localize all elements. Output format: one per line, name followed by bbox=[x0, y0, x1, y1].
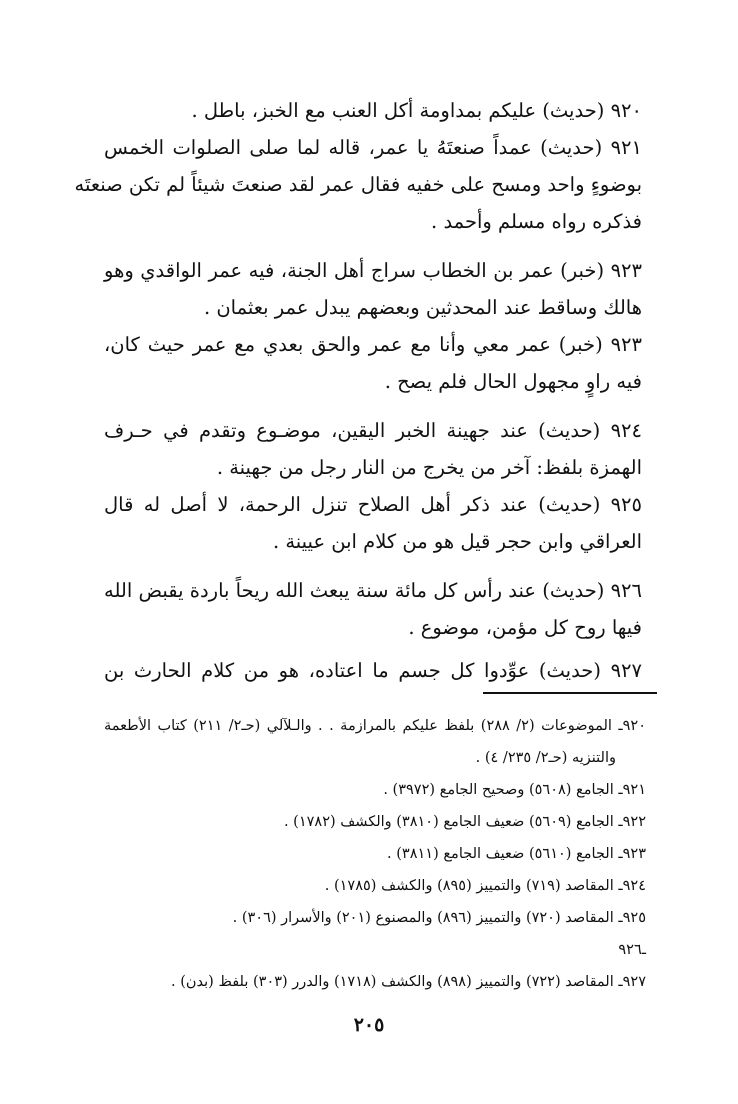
entry-925 bbox=[104, 486, 642, 560]
footnote-921: ٩٢١ـ الجامع (٥٦٠٨) وصحيح الجامع (٣٩٧٢) . bbox=[383, 782, 646, 798]
page-number: ٢٠٥ bbox=[353, 1014, 385, 1036]
footnote-separator-rule bbox=[483, 692, 657, 694]
entry-line: فيها روح كل مؤمن، موضوع . bbox=[408, 616, 642, 639]
footnote-927: ٩٢٧ـ المقاصد (٧٢٢) والتمييز (٨٩٨) والكشف (١٧١٨) والدرر (٣٠٣) بلفظ (بدن) . bbox=[171, 974, 646, 990]
footnote-926: ـ٩٢٦ bbox=[618, 942, 646, 958]
entry-line: ٩٢٠ (حديث) عليكم بمداومة أكل العنب مع الخبز، باطل . bbox=[191, 99, 642, 122]
entry-line: الهمزة بلفظ: آخر من يخرج من النار رجل من جهينة . bbox=[216, 456, 642, 479]
footnote-920: ٩٢٠ـ الموضوعات (٢/ ٢٨٨) بلفظ عليكم بالمرازمة . . والـلآلي (حـ٢/ ٢١١) كتاب الأطعمة bbox=[104, 718, 647, 734]
entry-line: هالك وساقط عند المحدثين وبعضهم يبدل عمر بعثمان . bbox=[203, 296, 642, 319]
entry-line: ٩٢٥ (حديث) عند ذكر أهل الصلاح تنزل الرحمة، لا أصل له قال bbox=[104, 493, 642, 516]
entry-927 bbox=[104, 652, 642, 689]
entry-921 bbox=[74, 129, 642, 240]
main-text-body bbox=[74, 92, 642, 689]
entry-922 bbox=[104, 252, 642, 326]
footnote-925: ٩٢٥ـ المقاصد (٧٢٠) والتمييز (٨٩٦) والمصنوع (٢٠١) والأسرار (٣٠٦) . bbox=[232, 910, 646, 926]
entry-line: ٩٢٤ (حديث) عند جهينة الخبر اليقين، موضـوع وتقدم في حـرف bbox=[104, 419, 642, 442]
entry-920 bbox=[104, 92, 642, 129]
footnote-923: ٩٢٣ـ الجامع (٥٦١٠) ضعيف الجامع (٣٨١١) . bbox=[387, 846, 646, 862]
entry-line: ٩٢٣ (خبر) عمر معي وأنا مع عمر والحق بعدي مع عمر حيث كان، bbox=[104, 333, 642, 356]
entry-line: ٩٢٣ (خبر) عمر بن الخطاب سراج أهل الجنة، فيه عمر الواقدي وهو bbox=[104, 259, 642, 282]
footnote-924: ٩٢٤ـ المقاصد (٧١٩) والتمييز (٨٩٥) والكشف (١٧٨٥) . bbox=[324, 878, 646, 894]
entry-line: العراقي وابن حجر قيل هو من كلام ابن عيينة . bbox=[272, 530, 642, 553]
entry-926 bbox=[104, 572, 642, 646]
footnote-920-continuation: والتنزيه (حـ٢/ ٢٣٥/ ٤) . bbox=[475, 750, 616, 766]
entry-line: ٩٢١ (حديث) عمداً صنعتَهُ يا عمر، قاله لما صلى الصلوات الخمس bbox=[104, 136, 642, 159]
entry-924 bbox=[104, 412, 642, 486]
entry-line: بوضوءٍ واحد ومسح على خفيه فقال عمر لقد صنعتَ شيئاً لم تكن صنعتَه bbox=[74, 173, 642, 196]
entry-line: ٩٢٦ (حديث) عند رأس كل مائة سنة يبعث الله ريحاً باردة يقبض الله bbox=[104, 579, 642, 602]
footnote-922: ٩٢٢ـ الجامع (٥٦٠٩) ضعيف الجامع (٣٨١٠) والكشف (١٧٨٢) . bbox=[283, 814, 646, 830]
footnotes bbox=[104, 710, 646, 998]
entry-line: ٩٢٧ (حديث) عوِّدوا كل جسم ما اعتاده، هو من كلام الحارث بن bbox=[104, 659, 642, 682]
entry-line: فذكره رواه مسلم وأحمد . bbox=[431, 210, 642, 233]
entry-line: فيه راوٍ مجهول الحال فلم يصح . bbox=[384, 370, 642, 393]
entry-923 bbox=[104, 326, 642, 400]
